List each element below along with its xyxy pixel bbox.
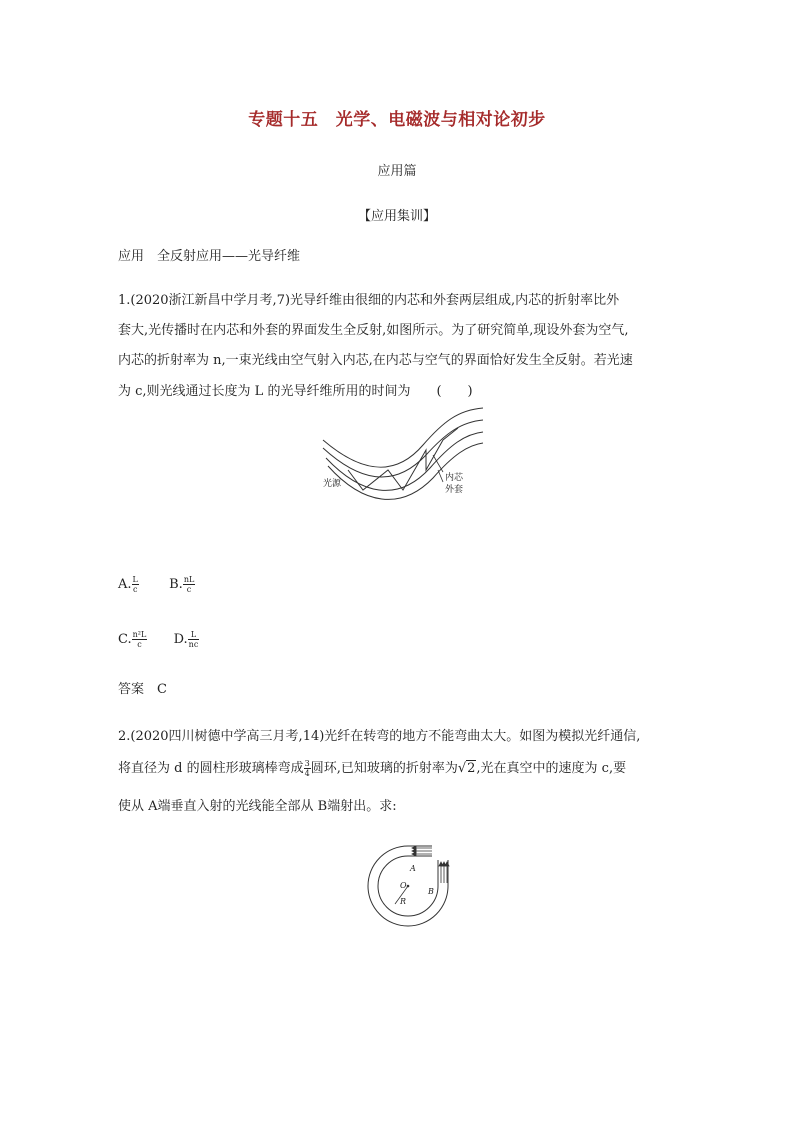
topic-heading: 应用 全反射应用——光导纤维: [118, 249, 301, 264]
q2-three-quarter-fraction: [304, 759, 311, 778]
option-c-fraction: [132, 630, 148, 649]
fig2-label-o: O: [400, 881, 407, 890]
option-b-denominator: c: [186, 585, 192, 594]
option-a-numerator: L: [132, 575, 138, 584]
option-c-denominator: c: [137, 640, 142, 649]
fig1-light-source-label: 光源: [323, 479, 342, 489]
option-a-fraction: [132, 575, 139, 594]
q2-fraction-numerator: 3: [304, 759, 310, 768]
option-a-denominator: c: [132, 585, 138, 594]
q2-line-1: 2.(2020四川树德中学高三月考,14)光纤在转弯的地方不能弯曲太大。如图为模拟光纤通信,: [118, 729, 641, 744]
q2-line-2-part-b: 圆环,已知玻璃的折射率为: [310, 761, 458, 776]
fig2-label-a: A: [410, 864, 416, 873]
fig2-label-r: R: [400, 897, 407, 906]
option-d-numerator: L: [188, 630, 200, 640]
fig2-label-b: B: [428, 887, 434, 896]
option-d-fraction: [188, 630, 200, 649]
fig1-sheath-label: 外套: [445, 485, 464, 495]
q1-answer: 答案 C: [118, 682, 167, 697]
q2-line-2-part-c: ,光在真空中的速度为 c,要: [476, 761, 627, 776]
sqrt-value: 2: [467, 761, 476, 776]
q2-line-3: 使从 A端垂直入射的光线能全部从 B端射出。求:: [118, 799, 397, 814]
q1-line-1: 1.(2020浙江新昌中学月考,7)光导纤维由很细的内芯和外套两层组成,内芯的折射率比外: [118, 293, 620, 308]
q2-fraction-denominator: 4: [304, 769, 310, 778]
q2-line-2: [118, 759, 626, 779]
option-d-label: D.: [173, 632, 188, 647]
q1-line-3: 内芯的折射率为 n,一束光线由空气射入内芯,在内芯与空气的界面恰好发生全反射。若光速: [118, 353, 633, 368]
option-b-fraction: [183, 575, 195, 594]
q1-options-row-1: [118, 575, 195, 595]
optical-fiber-diagram: [318, 400, 488, 510]
option-d-denominator: nc: [188, 640, 199, 649]
q1-options-row-2: [118, 630, 199, 650]
option-a-label: A.: [118, 577, 132, 592]
section-subtitle: 应用篇: [377, 164, 417, 179]
option-c-label: C.: [118, 632, 132, 647]
section-heading: 【应用集训】: [357, 209, 436, 224]
q2-line-2-part-a: 将直径为 d 的圆柱形玻璃棒弯成: [118, 761, 304, 776]
fig1-core-label: 内芯: [445, 473, 464, 483]
q1-line-4: 为 c,则光线通过长度为 L 的光导纤维所用的时间为 ( ): [118, 384, 473, 399]
ring-fiber-diagram: [360, 838, 460, 933]
page-title: 专题十五 光学、电磁波与相对论初步: [248, 110, 546, 130]
option-b-label: B.: [169, 577, 183, 592]
q1-line-2: 套大,光传播时在内芯和外套的界面发生全反射,如图所示。为了研究简单,现设外套为空气,: [118, 323, 629, 338]
sqrt-symbol: √: [457, 761, 467, 776]
option-c-numerator: n²L: [132, 630, 147, 639]
option-b-numerator: nL: [183, 575, 195, 584]
